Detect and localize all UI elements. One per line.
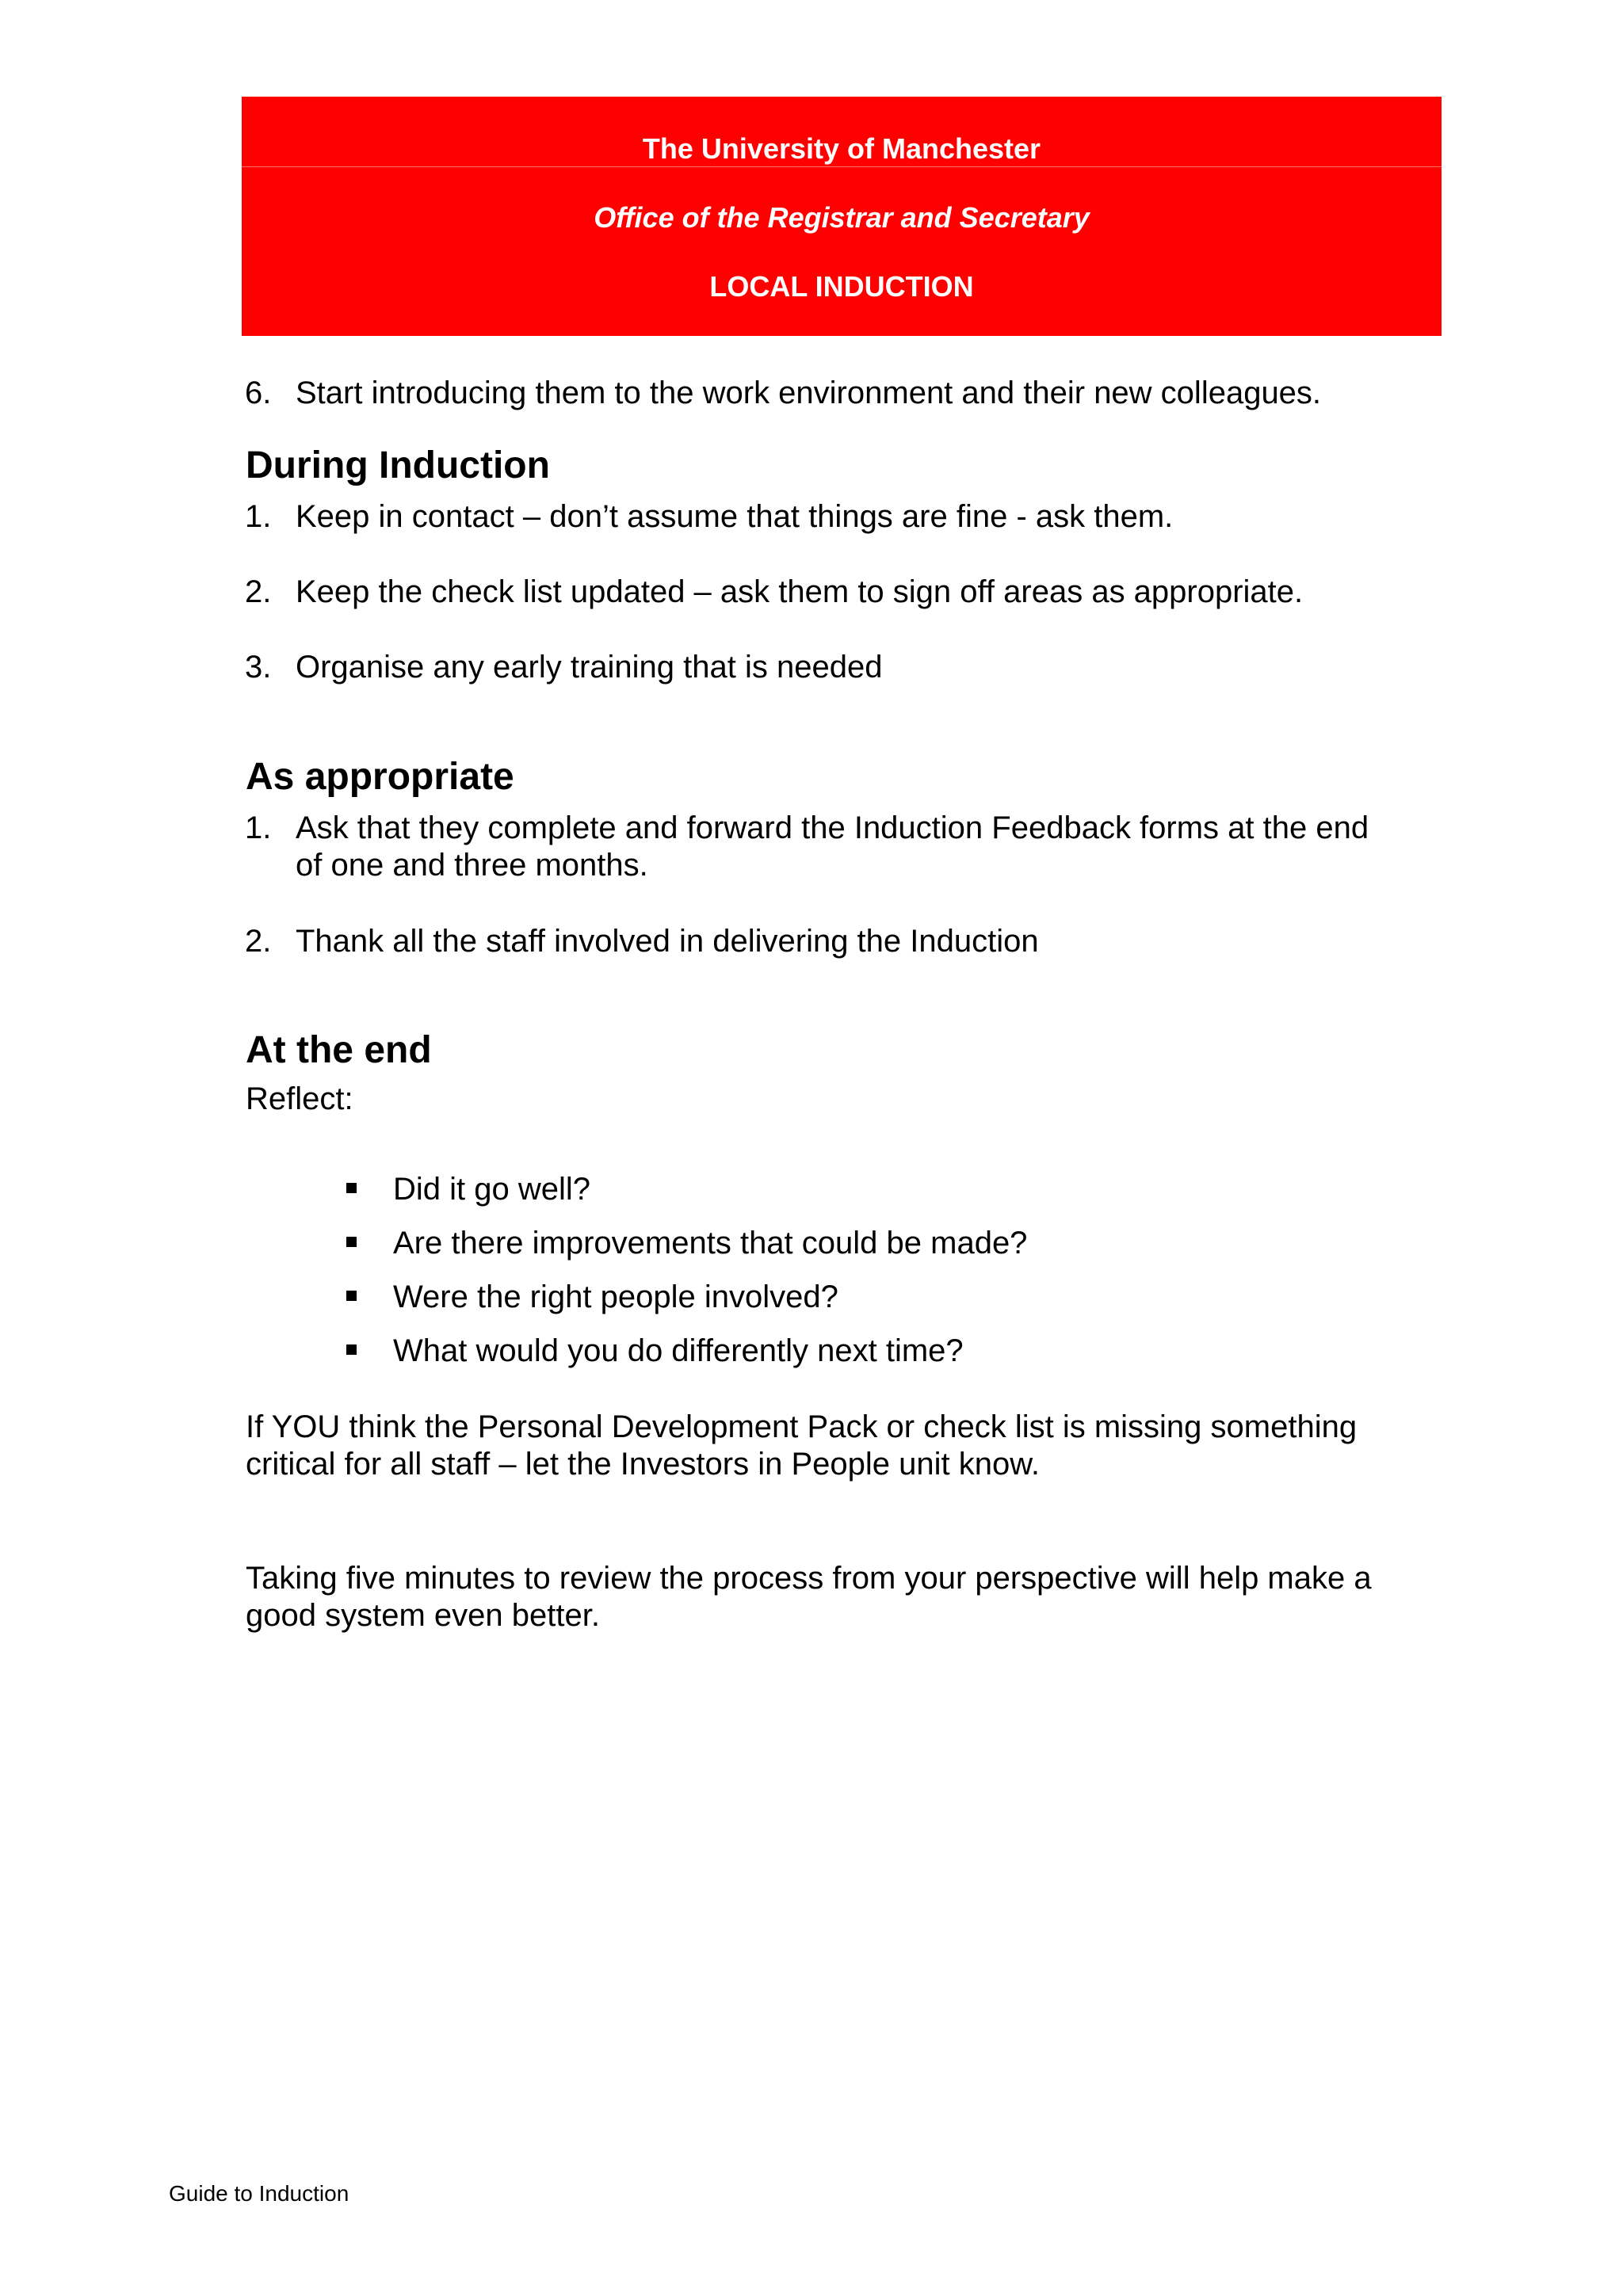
list-item: Keep the check list updated – ask them to sign off areas as appropriate. xyxy=(296,574,1304,609)
section-heading-during: During Induction xyxy=(246,444,550,486)
list-item: Keep in contact – don’t assume that things are fine - ask them. xyxy=(296,499,1174,534)
list-item-line: Ask that they complete and forward the Induction Feedback forms at the end xyxy=(296,810,1369,845)
header-banner xyxy=(242,97,1442,336)
document-title: LOCAL INDUCTION xyxy=(709,270,974,303)
bullet-item: Are there improvements that could be made? xyxy=(393,1226,1028,1261)
university-name: The University of Manchester xyxy=(642,132,1041,165)
list-number: 2. xyxy=(245,924,272,959)
paragraph-line: good system even better. xyxy=(246,1598,600,1633)
page-footer: Guide to Induction xyxy=(169,2181,349,2206)
section-heading-appropriate: As appropriate xyxy=(246,756,514,798)
bullet-square-icon xyxy=(346,1237,357,1247)
list-item: Start introducing them to the work environment and their new colleagues. xyxy=(296,376,1322,410)
list-number: 1. xyxy=(245,810,272,845)
paragraph-line: critical for all staff – let the Investors in People unit know. xyxy=(246,1447,1040,1482)
bullet-square-icon xyxy=(346,1291,357,1301)
header-divider xyxy=(242,166,1442,167)
office-name: Office of the Registrar and Secretary xyxy=(594,201,1090,234)
section-heading-end: At the end xyxy=(246,1029,432,1071)
bullet-square-icon xyxy=(346,1183,357,1193)
list-item-line: of one and three months. xyxy=(296,848,648,883)
list-number: 2. xyxy=(245,574,272,609)
list-number: 6. xyxy=(245,376,272,410)
bullet-item: Were the right people involved? xyxy=(393,1280,838,1314)
list-number: 3. xyxy=(245,650,272,685)
bullet-item: Did it go well? xyxy=(393,1172,591,1207)
paragraph-line: If YOU think the Personal Development Pack or check list is missing something xyxy=(246,1409,1358,1444)
bullet-item: What would you do differently next time? xyxy=(393,1333,964,1368)
list-item: Organise any early training that is needed xyxy=(296,650,883,685)
reflect-label: Reflect: xyxy=(246,1081,353,1116)
list-number: 1. xyxy=(245,499,272,534)
paragraph-line: Taking five minutes to review the process from your perspective will help make a xyxy=(246,1561,1372,1596)
list-item: Thank all the staff involved in delivering the Induction xyxy=(296,924,1039,959)
bullet-square-icon xyxy=(346,1344,357,1355)
